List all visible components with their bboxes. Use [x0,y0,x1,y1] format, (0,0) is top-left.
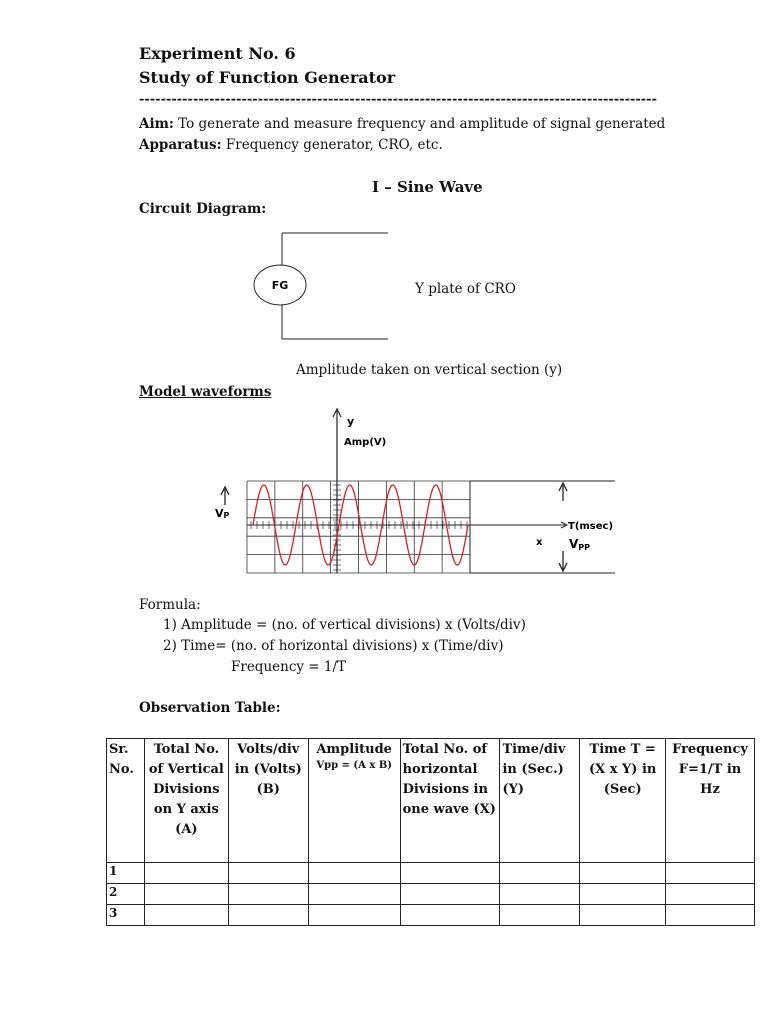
aim-text: To generate and measure frequency and amplitude of signal generated [173,116,666,132]
amp-label: Amp(V) [344,437,387,448]
x-mark-label: x [536,537,543,548]
table-cell[interactable] [308,905,400,926]
observation-table-heading: Observation Table: [139,700,281,716]
time-axis-label: T(msec) [568,521,614,532]
formula-heading: Formula: [139,597,201,613]
table-cell[interactable] [228,905,308,926]
table-row [107,884,755,905]
table-cell[interactable] [580,905,666,926]
table-cell[interactable] [400,905,500,926]
observation-table [106,738,755,926]
table-row [107,905,755,926]
waveform-heading: Model waveforms [139,384,272,400]
col-time-div: Time/div in (Sec.) (Y) [500,739,580,863]
col-amplitude-formula: Vpp = (A x B) [316,760,392,771]
table-header-row [107,739,755,863]
circuit-caption: Amplitude taken on vertical section (y) [296,362,563,378]
col-amplitude-label: Amplitude [316,742,392,757]
oscilloscope-grid [247,481,470,573]
fg-label: FG [271,279,289,292]
table-cell[interactable] [580,884,666,905]
page-title: Study of Function Generator [139,68,396,87]
row-number: 2 [107,884,145,905]
circuit-heading: Circuit Diagram: [139,201,267,217]
cro-label: Y plate of CRO [415,281,516,297]
section-title: I – Sine Wave [372,178,483,196]
table-cell[interactable] [500,863,580,884]
col-time: Time T = (X x Y) in (Sec) [580,739,666,863]
apparatus-text: Frequency generator, CRO, etc. [221,137,443,153]
time-axis-ticks [251,485,467,570]
table-cell[interactable] [144,863,228,884]
table-cell[interactable] [666,884,755,905]
circuit-diagram [250,225,400,345]
y-axis-label: y [347,415,355,428]
formula-frequency: Frequency = 1/T [231,659,347,675]
table-cell[interactable] [666,863,755,884]
formula-time: 2) Time= (no. of horizontal divisions) x (Time/div) [163,638,504,654]
model-waveform-diagram [205,405,625,590]
vp-label: VP [215,507,230,520]
vpp-label: VPP [569,537,591,552]
table-cell[interactable] [308,863,400,884]
row-number: 3 [107,905,145,926]
table-cell[interactable] [500,905,580,926]
table-cell[interactable] [308,884,400,905]
table-cell[interactable] [666,905,755,926]
col-horizontal-divisions: Total No. of horizontal Divisions in one wave (X) [400,739,500,863]
col-frequency: Frequency F=1/T in Hz [666,739,755,863]
apparatus-line [139,137,443,153]
table-cell[interactable] [228,884,308,905]
table-cell[interactable] [400,863,500,884]
col-vertical-divisions: Total No. of Vertical Divisions on Y axis (A) [144,739,228,863]
table-cell[interactable] [228,863,308,884]
table-cell[interactable] [400,884,500,905]
table-row [107,863,755,884]
table-cell[interactable] [580,863,666,884]
experiment-number: Experiment No. 6 [139,44,296,63]
row-number: 1 [107,863,145,884]
aim-label: Aim: [139,116,174,132]
table-cell[interactable] [500,884,580,905]
table-cell[interactable] [144,884,228,905]
separator-line: ------------------------------------------------------------------------------------------------ [139,92,657,107]
aim-line [139,116,665,132]
col-volts-div: Volts/div in (Volts) (B) [228,739,308,863]
apparatus-label: Apparatus: [139,137,222,153]
col-sr-no: Sr. No. [107,739,145,863]
formula-amplitude: 1) Amplitude = (no. of vertical divisions) x (Volts/div) [163,617,526,633]
col-amplitude [308,739,400,863]
table-cell[interactable] [144,905,228,926]
